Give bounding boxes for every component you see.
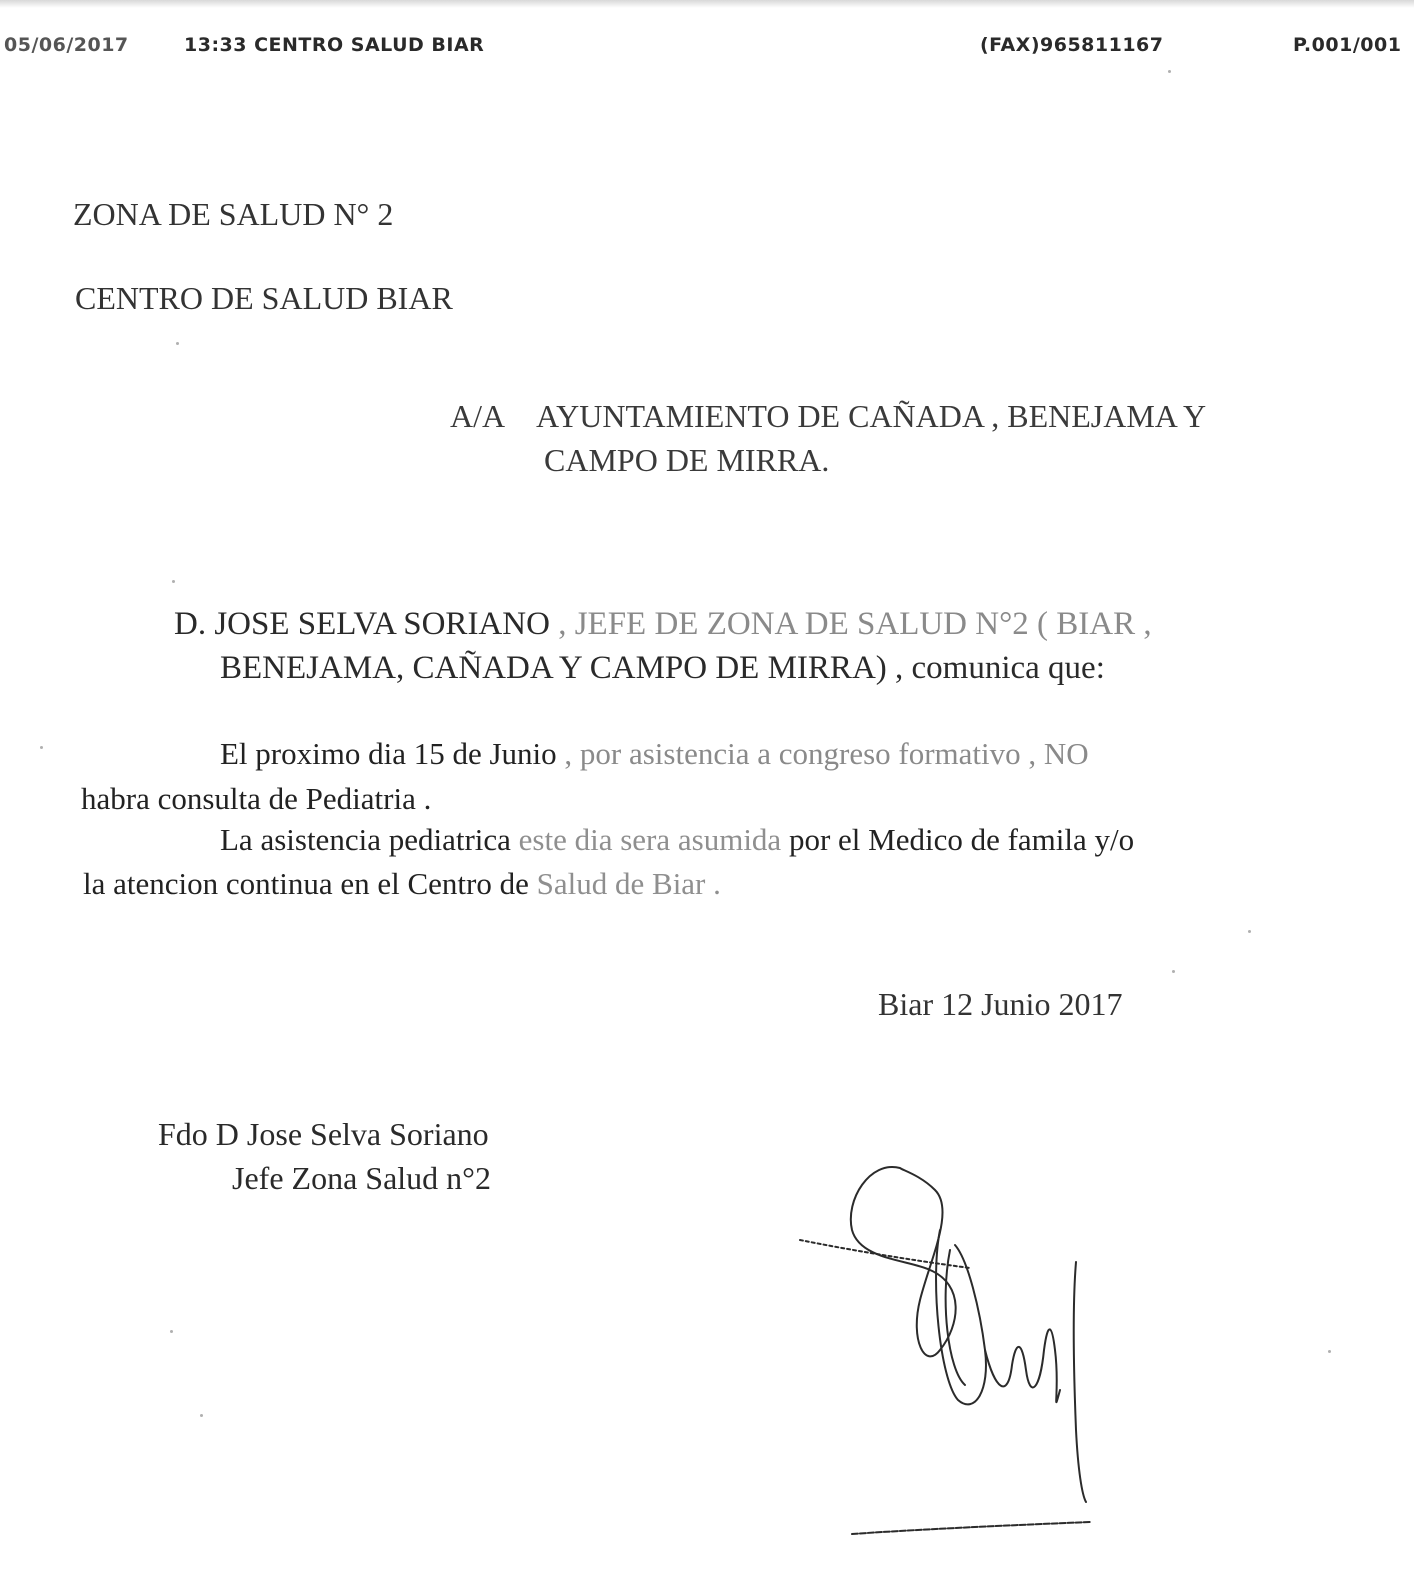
body-text: El proximo dia 15 de Junio — [220, 736, 565, 771]
scan-edge — [0, 0, 1414, 8]
body-paragraph-1-line-1 — [220, 736, 1089, 772]
body-text: Salud de Biar . — [536, 866, 721, 901]
body-text: por el Medico de famila y/o — [781, 822, 1135, 857]
handwritten-signature — [790, 1150, 1120, 1550]
body-text: este dia sera asumida — [518, 822, 782, 857]
sender-title: , JEFE DE ZONA DE SALUD N°2 ( BIAR , — [549, 606, 1152, 642]
signed-by: Fdo D Jose Selva Soriano — [158, 1116, 489, 1152]
scan-speck — [40, 746, 43, 749]
body-text: La asistencia pediatrica — [220, 822, 519, 857]
body-paragraph-1-line-2: habra consulta de Pediatria . — [81, 781, 432, 816]
scan-speck — [176, 342, 179, 345]
signer-title: Jefe Zona Salud n°2 — [232, 1160, 491, 1196]
scan-speck — [1328, 1350, 1331, 1353]
scan-speck — [170, 1330, 173, 1333]
fax-page-number: P.001/001 — [1293, 34, 1402, 56]
recipient-prefix: A/A — [450, 398, 506, 434]
letter-date: Biar 12 Junio 2017 — [878, 986, 1123, 1022]
scan-speck — [172, 580, 175, 583]
recipient-line-1: AYUNTAMIENTO DE CAÑADA , BENEJAMA Y — [536, 398, 1207, 434]
fax-transmission-header — [0, 34, 1414, 60]
body-text: la atencion continua en el Centro de — [83, 866, 537, 901]
communicates-text: , comunica que: — [886, 650, 1105, 686]
scan-speck — [1248, 930, 1251, 933]
scan-speck — [1172, 970, 1175, 973]
sender-name: D. JOSE SELVA SORIANO — [174, 606, 550, 642]
scan-speck — [200, 1414, 203, 1417]
fax-date: 05/06/2017 — [4, 34, 129, 56]
fax-time-sender: 13:33 CENTRO SALUD BIAR — [184, 34, 485, 56]
communication-line-1 — [174, 606, 1152, 643]
body-text: , por asistencia a congreso formativo , NO — [564, 736, 1089, 771]
body-paragraph-2-line-1 — [220, 822, 1134, 858]
letterhead-centro: CENTRO DE SALUD BIAR — [75, 280, 453, 316]
sender-places: BENEJAMA, CAÑADA Y CAMPO DE MIRRA) — [220, 650, 887, 686]
scan-speck — [1168, 70, 1171, 73]
body-paragraph-2-line-2 — [83, 866, 721, 902]
recipient-line-2: CAMPO DE MIRRA. — [544, 442, 830, 478]
fax-number: (FAX)965811167 — [980, 34, 1164, 56]
letterhead-zona: ZONA DE SALUD N° 2 — [73, 196, 394, 232]
communication-line-2 — [220, 650, 1105, 687]
